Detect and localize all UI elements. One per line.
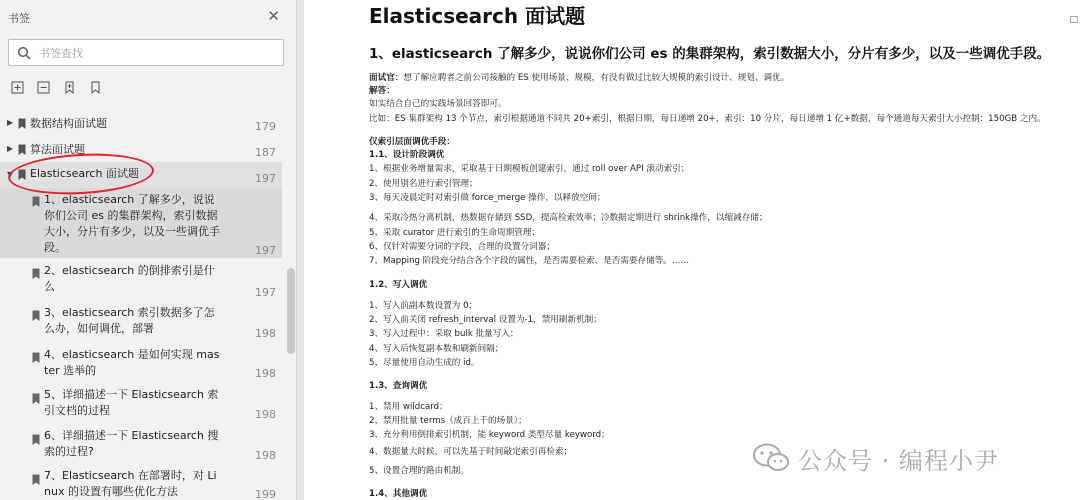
bookmark-flag-icon bbox=[32, 268, 40, 280]
bookmark-flag-icon bbox=[32, 393, 40, 405]
bookmark-child-3[interactable] bbox=[0, 302, 282, 342]
bookmark-child-4[interactable] bbox=[0, 344, 282, 384]
wechat-icon bbox=[752, 442, 790, 474]
search-icon bbox=[17, 46, 31, 60]
bookmark-flag-icon bbox=[18, 118, 26, 130]
bookmark-page-number: 198 bbox=[255, 367, 276, 380]
bookmark-label: 数据结构面试题 bbox=[30, 117, 107, 130]
bookmark-flag-icon bbox=[32, 310, 40, 322]
section-title: 仅索引层面调优手段： bbox=[369, 137, 455, 147]
document-page bbox=[304, 0, 1080, 500]
bookmark-panel bbox=[0, 0, 297, 500]
answer-line-2: 比如：ES 集群架构 13 个节点，索引根据通道不同共 20+索引，根据日期，每日递增 20+，索引：10 分片，每日递增 1 亿+数据，每个通道每天索引大小控制：150GB 之内。 bbox=[369, 114, 1046, 124]
subsection-1-4: 1.4、其他调优 bbox=[369, 489, 428, 499]
expand-caret-icon[interactable]: ▶ bbox=[7, 118, 14, 127]
answer-label: 解答： bbox=[369, 86, 395, 96]
interviewer-line bbox=[369, 72, 789, 84]
bookmark-page-number: 198 bbox=[255, 327, 276, 340]
watermark-text: 公众号 · 编程小尹 bbox=[798, 446, 999, 475]
subsection-1-3: 1.3、查询调优 bbox=[369, 381, 428, 391]
bookmark-label: Elasticsearch 面试题 bbox=[30, 167, 139, 180]
list-item: 5、设置合理的路由机制。 bbox=[369, 466, 469, 476]
list-item: 1、写入前副本数设置为 0； bbox=[369, 301, 478, 311]
bookmark-flag-icon bbox=[18, 144, 26, 156]
bookmark-page-number: 198 bbox=[255, 408, 276, 421]
bookmark-search-box[interactable] bbox=[8, 39, 284, 66]
collapse-caret-icon[interactable]: ▼ bbox=[7, 170, 14, 179]
bookmark-scroll-thumb[interactable] bbox=[287, 268, 295, 354]
bookmark-label: 3、elasticsearch 索引数据多了怎么办，如何调优，部署 bbox=[44, 306, 215, 335]
list-item: 3、写入过程中：采取 bulk 批量写入； bbox=[369, 329, 519, 339]
bookmark-label: 2、elasticsearch 的倒排索引是什么 bbox=[44, 264, 215, 293]
collapse-all-icon[interactable] bbox=[36, 80, 51, 95]
bookmark-page-number: 197 bbox=[255, 286, 276, 299]
list-item: 1、禁用 wildcard； bbox=[369, 402, 448, 412]
bookmark-child-5[interactable] bbox=[0, 385, 282, 425]
bookmark-toolbar bbox=[10, 80, 103, 96]
list-item: 4、采取冷热分离机制，热数据存储到 SSD，提高检索效率；冷数据定期进行 shrink操作，以缩减存储； bbox=[369, 213, 768, 223]
list-item: 6、仅针对需要分词的字段，合理的设置分词器； bbox=[369, 242, 555, 252]
list-item: 3、充分利用倒排索引机制，能 keyword 类型尽量 keyword； bbox=[369, 430, 610, 440]
bookmark-label: 7、Elasticsearch 在部署时，对 Linux 的设置有哪些优化方法 bbox=[44, 469, 217, 498]
watermark bbox=[752, 438, 999, 478]
bookmark-child-6[interactable] bbox=[0, 426, 282, 466]
bookmark-page-number: 187 bbox=[255, 146, 276, 159]
list-item: 7、Mapping 阶段充分结合各个字段的属性，是否需要检索、是否需要存储等。…… bbox=[369, 256, 690, 266]
bookmark-label: 4、elasticsearch 是如何实现 master 选举的 bbox=[44, 348, 220, 377]
answer-line-1: 如实结合自己的实践场景回答即可。 bbox=[369, 99, 507, 109]
close-icon[interactable]: ✕ bbox=[267, 7, 280, 25]
bookmark-label: 6、详细描述一下 Elasticsearch 搜索的过程? bbox=[44, 429, 219, 458]
bookmark-page-number: 197 bbox=[255, 244, 276, 257]
bookmark-search-input[interactable] bbox=[39, 44, 275, 62]
expand-all-icon[interactable] bbox=[10, 80, 25, 95]
bookmark-page-number: 179 bbox=[255, 120, 276, 133]
expand-caret-icon[interactable]: ▶ bbox=[7, 144, 14, 153]
subsection-1-2: 1.2、写入调优 bbox=[369, 280, 428, 290]
bookmark-label: 5、详细描述一下 Elasticsearch 索引文档的过程 bbox=[44, 388, 219, 417]
interviewer-text: 想了解应聘者之前公司接触的 ES 使用场景、规模，有没有做过比较大规模的索引设计、规划、调优。 bbox=[403, 73, 790, 83]
bookmark-page-number: 198 bbox=[255, 449, 276, 462]
bookmark-label: 算法面试题 bbox=[30, 143, 85, 156]
bookmark-flag-icon bbox=[32, 196, 40, 208]
add-bookmark-icon[interactable] bbox=[62, 80, 77, 95]
list-item: 5、尽量使用自动生成的 id。 bbox=[369, 358, 480, 368]
bookmark-child-1[interactable] bbox=[0, 188, 282, 258]
list-item: 4、写入后恢复副本数和刷新间隔； bbox=[369, 344, 504, 354]
list-item: 3、每天凌晨定时对索引做 force_merge 操作，以释放空间； bbox=[369, 193, 606, 203]
document-title: Elasticsearch 面试题 bbox=[369, 4, 586, 28]
bookmark-flag-icon bbox=[32, 474, 40, 486]
list-item: 2、使用别名进行索引管理； bbox=[369, 179, 478, 189]
bookmark-flag-icon bbox=[32, 434, 40, 446]
bookmark-outline-icon[interactable] bbox=[88, 80, 103, 95]
bookmark-page-number: 197 bbox=[255, 172, 276, 185]
bookmark-page-number: 199 bbox=[255, 488, 276, 500]
list-item: 4、数据量大时候，可以先基于时间敲定索引再检索； bbox=[369, 447, 573, 457]
panel-title: 书签 bbox=[8, 12, 30, 25]
list-item: 5、采取 curator 进行索引的生命周期管理； bbox=[369, 228, 540, 238]
bookmark-flag-icon bbox=[32, 352, 40, 364]
bookmark-child-2[interactable] bbox=[0, 260, 282, 300]
list-item: 2、禁用批量 terms（成百上千的场景）； bbox=[369, 416, 527, 426]
bookmark-item-data-structures[interactable] bbox=[0, 112, 282, 136]
page-corner-mark: □ bbox=[1069, 15, 1078, 25]
list-item: 1、根据业务增量需求，采取基于日期模板创建索引，通过 roll over API 滚动索引； bbox=[369, 164, 690, 174]
bookmark-child-7[interactable] bbox=[0, 466, 282, 500]
interviewer-label: 面试官： bbox=[369, 73, 404, 83]
list-item: 2、写入前关闭 refresh_interval 设置为-1，禁用刷新机制； bbox=[369, 315, 602, 325]
bookmark-label: 1、elasticsearch 了解多少，说说你们公司 es 的集群架构，索引数据大小，分片有多少，以及一些调优手段。 bbox=[44, 193, 220, 254]
subsection-1-1: 1.1、设计阶段调优 bbox=[369, 150, 445, 160]
question-heading: 1、elasticsearch 了解多少，说说你们公司 es 的集群架构，索引数据大小，分片有多少，以及一些调优手段。 bbox=[369, 46, 1051, 62]
